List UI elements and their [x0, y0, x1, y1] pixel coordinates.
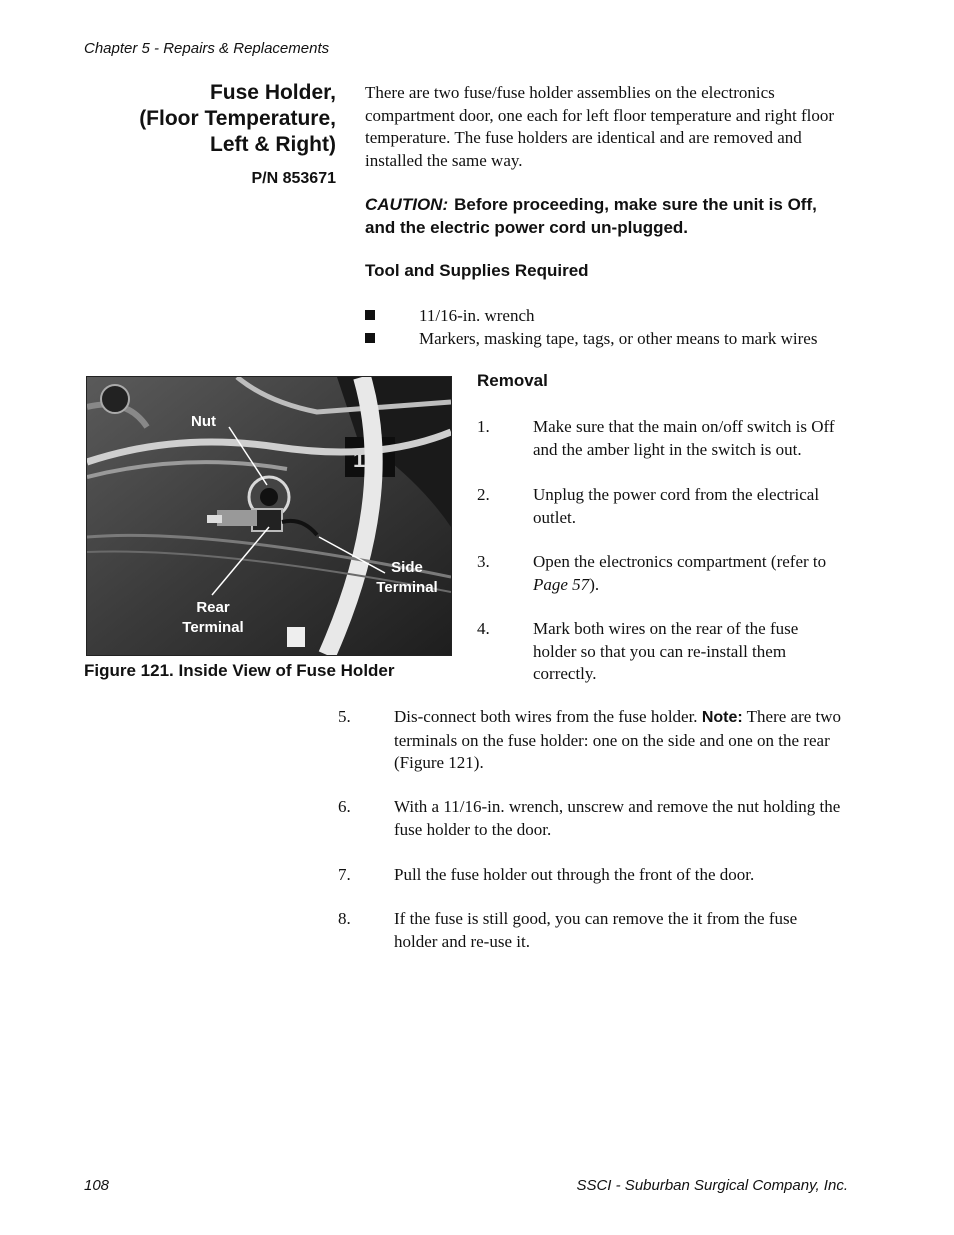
fuse-holder-photo-drawing — [87, 377, 451, 655]
step-item — [477, 416, 847, 466]
step-number: 1. — [477, 417, 490, 436]
caution-label: CAUTION: — [365, 195, 449, 214]
step-text-part: Dis-connect both wires from the fuse holder. — [394, 707, 702, 726]
step-item — [338, 706, 848, 776]
step-item — [477, 551, 847, 601]
step-text: Mark both wires on the rear of the fuse holder so that you can re-install them correctly. — [533, 619, 799, 683]
step-text — [533, 551, 843, 596]
step-number: 4. — [477, 619, 490, 638]
step-item — [338, 908, 848, 958]
step-text: If the fuse is still good, you can remove the it from the fuse holder and re-use it. — [394, 909, 798, 951]
step-item — [477, 484, 847, 534]
step-text-part: Open the electronics compartment (refer to — [533, 552, 827, 571]
company-name: SSCI - Suburban Surgical Company, Inc. — [576, 1177, 848, 1194]
tools-heading: Tool and Supplies Required — [365, 261, 589, 280]
step-text: Pull the fuse holder out through the front of the door. — [394, 865, 755, 884]
side-terminal-label-line-2: Terminal — [376, 579, 438, 596]
page-number: 108 — [84, 1177, 110, 1194]
section-title-line-2: (Floor Temperature, — [139, 107, 336, 130]
step-text-part: There are two terminals on the fuse holder: one on the side and one on the rear (Figure 121). — [394, 707, 842, 772]
step-number: 7. — [338, 865, 351, 884]
section-title-line-3: Left & Right) — [210, 133, 336, 156]
rear-terminal-label-line-2: Terminal — [182, 619, 244, 636]
tool-item — [365, 329, 817, 349]
step-text: With a 11/16-in. wrench, unscrew and remove the nut holding the fuse holder to the door. — [394, 797, 841, 839]
step-item — [338, 796, 848, 846]
step-number: 6. — [338, 797, 351, 816]
step-text-part: ). — [589, 574, 600, 594]
svg-text:18: 18 — [353, 447, 378, 472]
tool-item-text: Markers, masking tape, tags, or other means to mark wires — [419, 329, 818, 348]
note-label: Note: — [701, 709, 743, 726]
step-number: 8. — [338, 909, 351, 928]
rear-terminal-label — [173, 598, 253, 638]
section-title — [139, 80, 336, 158]
step-number: 3. — [477, 552, 490, 571]
step-number: 2. — [477, 485, 490, 504]
tool-item-text: 11/16-in. wrench — [419, 306, 535, 325]
chapter-header: Chapter 5 - Repairs & Replacements — [84, 40, 330, 57]
removal-heading: Removal — [477, 371, 548, 390]
square-bullet-icon — [365, 310, 375, 320]
step-item — [477, 618, 847, 688]
page-reference-link[interactable]: Page 57 — [533, 574, 590, 594]
step-text — [394, 706, 844, 775]
side-terminal-label — [367, 558, 447, 598]
intro-paragraph: There are two fuse/fuse holder assemblies on the electronics compartment door, one each for left floor temperature and right floor temperature. The fuse holders are identical and are removed and installed the same way. — [365, 83, 834, 170]
caution-text: Before proceeding, make sure the unit is Off, and the electric power cord un-plugged. — [365, 195, 817, 237]
rear-terminal-label-line-1: Rear — [196, 599, 230, 616]
figure-caption: Figure 121. Inside View of Fuse Holder — [84, 661, 395, 680]
nut-label: Nut — [191, 413, 216, 430]
tool-item — [365, 306, 535, 326]
caution-note — [365, 194, 835, 239]
section-title-line-1: Fuse Holder, — [209, 81, 336, 104]
step-number: 5. — [338, 707, 351, 726]
square-bullet-icon — [365, 333, 375, 343]
step-item — [338, 864, 848, 894]
step-text: Unplug the power cord from the electrical outlet. — [533, 485, 820, 527]
side-terminal-label-line-1: Side — [391, 559, 423, 576]
part-number: P/N 853671 — [251, 170, 336, 187]
step-text: Make sure that the main on/off switch is Off and the amber light in the switch is out. — [533, 417, 835, 459]
fuse-holder-photo — [86, 376, 452, 656]
